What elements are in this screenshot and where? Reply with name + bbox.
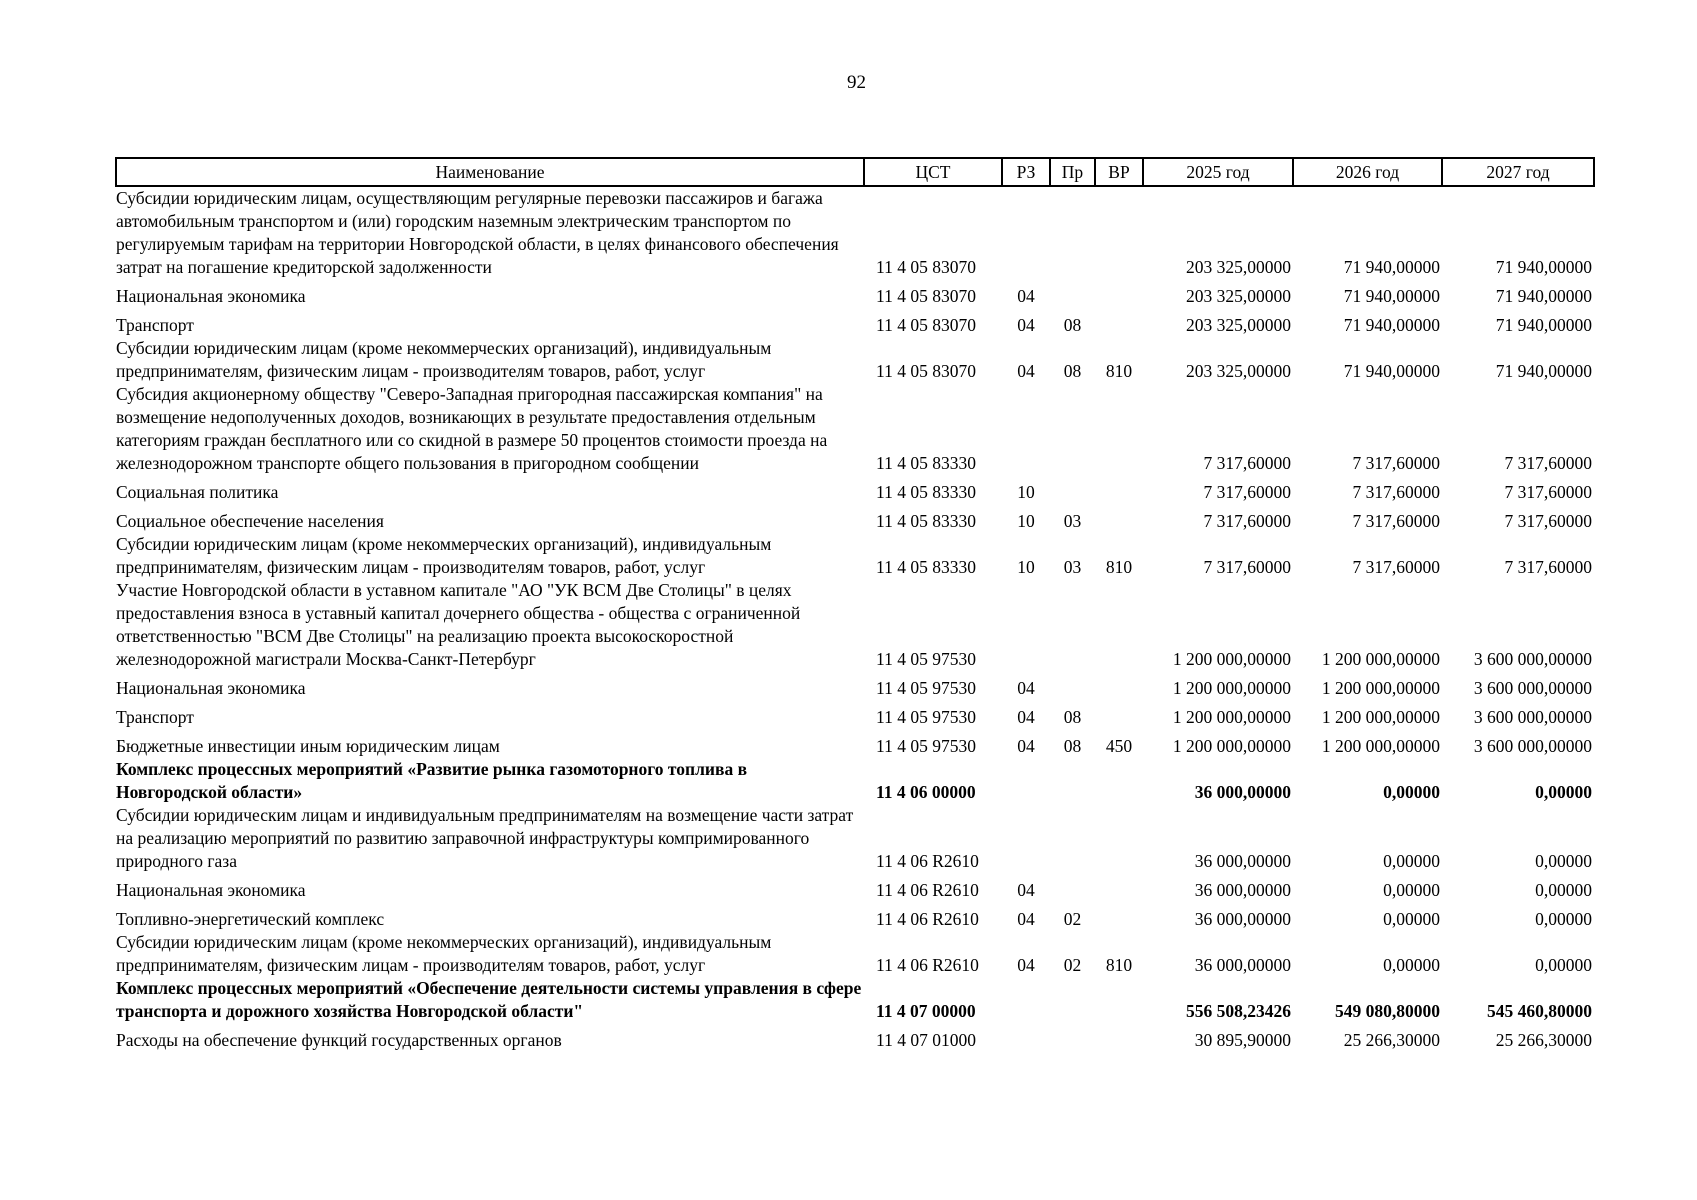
- row-rz: [1002, 977, 1050, 1023]
- row-2027: 3 600 000,00000: [1473, 649, 1592, 669]
- row-vr: 810: [1105, 361, 1133, 381]
- row-2026: 7 317,60000: [1352, 557, 1440, 577]
- row-pr: [1050, 579, 1095, 671]
- row-2025: 203 325,00000: [1186, 315, 1291, 335]
- row-rz: 04: [1017, 880, 1035, 900]
- row-cst: 11 4 05 97530: [876, 678, 976, 698]
- row-2025: 556 508,23426: [1186, 1001, 1291, 1021]
- row-2025: 36 000,00000: [1194, 955, 1291, 975]
- header-2026: 2026 год: [1293, 158, 1442, 186]
- row-pr: [1050, 671, 1095, 700]
- row-vr: [1095, 902, 1143, 931]
- row-name: Транспорт: [116, 707, 194, 727]
- row-name: Субсидия акционерному обществу "Северо-Западная пригородная пассажирская компания" на возмещение недополученных доходов, возникающих в результате предоставления отдельным категориям граждан бесплатного или со скидной в размере 50 процентов стоимости проезда на железнодорожном транспорте общего пользования в пригородном сообщении: [116, 384, 828, 473]
- row-2027: 545 460,80000: [1487, 1001, 1592, 1021]
- row-rz: 10: [1017, 557, 1035, 577]
- row-2025: 36 000,00000: [1194, 909, 1291, 929]
- table-row: [116, 700, 1594, 729]
- row-vr: [1095, 475, 1143, 504]
- row-2027: 7 317,60000: [1504, 482, 1592, 502]
- row-pr: 08: [1063, 315, 1082, 335]
- row-vr: [1095, 873, 1143, 902]
- row-2026: 0,00000: [1383, 782, 1440, 802]
- row-2025: 203 325,00000: [1186, 361, 1291, 381]
- row-2025: 7 317,60000: [1203, 511, 1291, 531]
- header-name: Наименование: [116, 158, 864, 186]
- row-pr: 02: [1063, 955, 1082, 975]
- row-vr: [1095, 758, 1143, 804]
- row-vr: [1095, 671, 1143, 700]
- row-2025: 7 317,60000: [1203, 482, 1291, 502]
- row-cst: 11 4 06 R2610: [876, 955, 979, 975]
- row-2027: 7 317,60000: [1504, 511, 1592, 531]
- row-cst: 11 4 06 00000: [876, 782, 976, 802]
- row-vr: 810: [1105, 955, 1133, 975]
- header-2025: 2025 год: [1143, 158, 1293, 186]
- row-cst: 11 4 05 97530: [876, 736, 976, 756]
- row-2026: 71 940,00000: [1343, 286, 1440, 306]
- row-2025: 1 200 000,00000: [1172, 707, 1291, 727]
- table-row: [116, 279, 1594, 308]
- row-cst: 11 4 06 R2610: [876, 880, 979, 900]
- row-rz: [1002, 579, 1050, 671]
- row-2026: 0,00000: [1383, 955, 1440, 975]
- row-rz: [1002, 186, 1050, 279]
- row-pr: [1050, 186, 1095, 279]
- row-name: Транспорт: [116, 315, 194, 335]
- row-2027: 71 940,00000: [1495, 315, 1592, 335]
- row-2027: 3 600 000,00000: [1473, 707, 1592, 727]
- row-pr: 08: [1063, 736, 1082, 756]
- row-rz: 04: [1017, 361, 1035, 381]
- table-row: [116, 475, 1594, 504]
- row-pr: [1050, 1023, 1095, 1052]
- row-2026: 7 317,60000: [1352, 453, 1440, 473]
- row-2026: 1 200 000,00000: [1321, 678, 1440, 698]
- row-cst: 11 4 06 R2610: [876, 851, 979, 871]
- row-cst: 11 4 05 83330: [876, 557, 976, 577]
- header-vr: ВР: [1095, 158, 1143, 186]
- row-rz: [1002, 383, 1050, 475]
- table-row: [116, 308, 1594, 337]
- row-name: Комплекс процессных мероприятий «Обеспечение деятельности системы управления в сфере транспорта и дорожного хозяйства Новгородской области": [116, 978, 862, 1021]
- row-2026: 71 940,00000: [1343, 361, 1440, 381]
- row-rz: [1002, 804, 1050, 873]
- header-cst: ЦСТ: [864, 158, 1002, 186]
- row-cst: 11 4 05 83330: [876, 482, 976, 502]
- row-vr: [1095, 804, 1143, 873]
- row-2026: 25 266,30000: [1343, 1030, 1440, 1050]
- table-row: [116, 337, 1594, 383]
- row-2026: 549 080,80000: [1335, 1001, 1440, 1021]
- row-pr: 02: [1063, 909, 1082, 929]
- table-row: [116, 383, 1594, 475]
- row-rz: 10: [1017, 482, 1035, 502]
- row-cst: 11 4 05 83070: [876, 315, 976, 335]
- row-2027: 71 940,00000: [1495, 286, 1592, 306]
- row-name: Комплекс процессных мероприятий «Развитие рынка газомоторного топлива в Новгородской области»: [116, 759, 748, 802]
- row-2025: 203 325,00000: [1186, 257, 1291, 277]
- row-2027: 71 940,00000: [1495, 361, 1592, 381]
- row-2025: 1 200 000,00000: [1172, 678, 1291, 698]
- row-rz: 04: [1017, 736, 1035, 756]
- row-rz: 04: [1017, 678, 1035, 698]
- row-rz: [1002, 758, 1050, 804]
- row-2027: 7 317,60000: [1504, 557, 1592, 577]
- row-2025: 7 317,60000: [1203, 453, 1291, 473]
- table-row: [116, 186, 1594, 279]
- row-rz: 04: [1017, 707, 1035, 727]
- row-vr: [1095, 504, 1143, 533]
- row-2026: 7 317,60000: [1352, 511, 1440, 531]
- row-pr: [1050, 383, 1095, 475]
- row-rz: 04: [1017, 315, 1035, 335]
- row-name: Национальная экономика: [116, 678, 306, 698]
- row-vr: 810: [1105, 557, 1133, 577]
- row-name: Топливно-энергетический комплекс: [116, 909, 385, 929]
- row-2027: 0,00000: [1535, 782, 1592, 802]
- row-name: Субсидии юридическим лицам (кроме некоммерческих организаций), индивидуальным предпринимателям, физическим лицам - производителям товаров, работ, услуг: [116, 534, 772, 577]
- row-2026: 0,00000: [1383, 880, 1440, 900]
- row-2026: 1 200 000,00000: [1321, 736, 1440, 756]
- row-name: Участие Новгородской области в уставном капитале "АО "УК ВСМ Две Столицы" в целях предоставления взноса в уставный капитал дочернего общества - общества с ограниченной ответственностью "ВСМ Две Столицы" на реализацию проекта высокоскоростной железнодорожной магистрали Москва-Санкт-Петербург: [116, 580, 801, 669]
- row-2025: 36 000,00000: [1194, 782, 1291, 802]
- row-2025: 1 200 000,00000: [1172, 736, 1291, 756]
- row-pr: 08: [1063, 361, 1082, 381]
- header-pr: Пр: [1050, 158, 1095, 186]
- row-2026: 71 940,00000: [1343, 257, 1440, 277]
- row-2027: 0,00000: [1535, 880, 1592, 900]
- row-cst: 11 4 05 83070: [876, 286, 976, 306]
- row-vr: [1095, 308, 1143, 337]
- row-cst: 11 4 05 83070: [876, 361, 976, 381]
- row-name: Расходы на обеспечение функций государственных органов: [116, 1030, 562, 1050]
- row-name: Субсидии юридическим лицам (кроме некоммерческих организаций), индивидуальным предпринимателям, физическим лицам - производителям товаров, работ, услуг: [116, 338, 772, 381]
- row-vr: 450: [1105, 736, 1133, 756]
- row-pr: [1050, 758, 1095, 804]
- row-2027: 71 940,00000: [1495, 257, 1592, 277]
- table-row: [116, 873, 1594, 902]
- row-cst: 11 4 05 83330: [876, 511, 976, 531]
- row-pr: 08: [1063, 707, 1082, 727]
- row-name: Субсидии юридическим лицам (кроме некоммерческих организаций), индивидуальным предпринимателям, физическим лицам - производителям товаров, работ, услуг: [116, 932, 772, 975]
- row-rz: 04: [1017, 286, 1035, 306]
- row-2025: 1 200 000,00000: [1172, 649, 1291, 669]
- table-row: [116, 804, 1594, 873]
- page-number: 92: [847, 72, 866, 93]
- row-vr: [1095, 579, 1143, 671]
- row-rz: 10: [1017, 511, 1035, 531]
- row-pr: [1050, 475, 1095, 504]
- header-2027: 2027 год: [1442, 158, 1594, 186]
- row-pr: 03: [1063, 511, 1082, 531]
- row-2026: 0,00000: [1383, 909, 1440, 929]
- row-pr: [1050, 279, 1095, 308]
- table-row: [116, 579, 1594, 671]
- row-2027: 25 266,30000: [1495, 1030, 1592, 1050]
- row-2026: 71 940,00000: [1343, 315, 1440, 335]
- header-rz: РЗ: [1002, 158, 1050, 186]
- row-name: Социальное обеспечение населения: [116, 511, 384, 531]
- row-name: Субсидии юридическим лицам и индивидуальным предпринимателям на возмещение части затрат на реализацию мероприятий по развитию заправочной инфраструктуры компримированного природного газа: [116, 805, 854, 871]
- row-2025: 203 325,00000: [1186, 286, 1291, 306]
- row-vr: [1095, 279, 1143, 308]
- row-pr: [1050, 873, 1095, 902]
- row-name: Национальная экономика: [116, 880, 306, 900]
- table-row-section: [116, 758, 1594, 804]
- row-2025: 36 000,00000: [1194, 880, 1291, 900]
- row-pr: [1050, 977, 1095, 1023]
- row-pr: 03: [1063, 557, 1082, 577]
- row-2027: 0,00000: [1535, 955, 1592, 975]
- table-row: [116, 1023, 1594, 1052]
- row-cst: 11 4 06 R2610: [876, 909, 979, 929]
- row-pr: [1050, 804, 1095, 873]
- row-2025: 36 000,00000: [1194, 851, 1291, 871]
- row-cst: 11 4 05 83070: [876, 257, 976, 277]
- row-cst: 11 4 07 00000: [876, 1001, 976, 1021]
- row-2027: 3 600 000,00000: [1473, 678, 1592, 698]
- row-2025: 30 895,90000: [1194, 1030, 1291, 1050]
- row-name: Национальная экономика: [116, 286, 306, 306]
- row-name: Социальная политика: [116, 482, 279, 502]
- row-vr: [1095, 383, 1143, 475]
- row-cst: 11 4 05 97530: [876, 649, 976, 669]
- row-2025: 7 317,60000: [1203, 557, 1291, 577]
- row-2027: 3 600 000,00000: [1473, 736, 1592, 756]
- table-row: [116, 902, 1594, 931]
- row-2026: 7 317,60000: [1352, 482, 1440, 502]
- table-row: [116, 931, 1594, 977]
- table-row: [116, 671, 1594, 700]
- row-cst: 11 4 05 83330: [876, 453, 976, 473]
- row-cst: 11 4 05 97530: [876, 707, 976, 727]
- row-vr: [1095, 977, 1143, 1023]
- table-row: [116, 533, 1594, 579]
- table-row-section: [116, 977, 1594, 1023]
- row-2026: 1 200 000,00000: [1321, 649, 1440, 669]
- table-row: [116, 504, 1594, 533]
- row-2026: 0,00000: [1383, 851, 1440, 871]
- row-2027: 7 317,60000: [1504, 453, 1592, 473]
- row-rz: 04: [1017, 955, 1035, 975]
- row-2027: 0,00000: [1535, 909, 1592, 929]
- row-2026: 1 200 000,00000: [1321, 707, 1440, 727]
- row-vr: [1095, 186, 1143, 279]
- row-2027: 0,00000: [1535, 851, 1592, 871]
- row-name: Бюджетные инвестиции иным юридическим лицам: [116, 736, 500, 756]
- row-rz: 04: [1017, 909, 1035, 929]
- row-cst: 11 4 07 01000: [876, 1030, 976, 1050]
- budget-table: [115, 157, 1595, 1052]
- table-row: [116, 729, 1594, 758]
- row-name: Субсидии юридическим лицам, осуществляющим регулярные перевозки пассажиров и багажа автомобильным транспортом и (или) городским наземным электрическим транспортом по регулируемым тарифам на территории Новгородской области, в целях финансового обеспечения затрат на погашение кредиторской задолженности: [116, 188, 839, 277]
- row-vr: [1095, 700, 1143, 729]
- row-rz: [1002, 1023, 1050, 1052]
- table-header-row: [116, 158, 1594, 186]
- row-vr: [1095, 1023, 1143, 1052]
